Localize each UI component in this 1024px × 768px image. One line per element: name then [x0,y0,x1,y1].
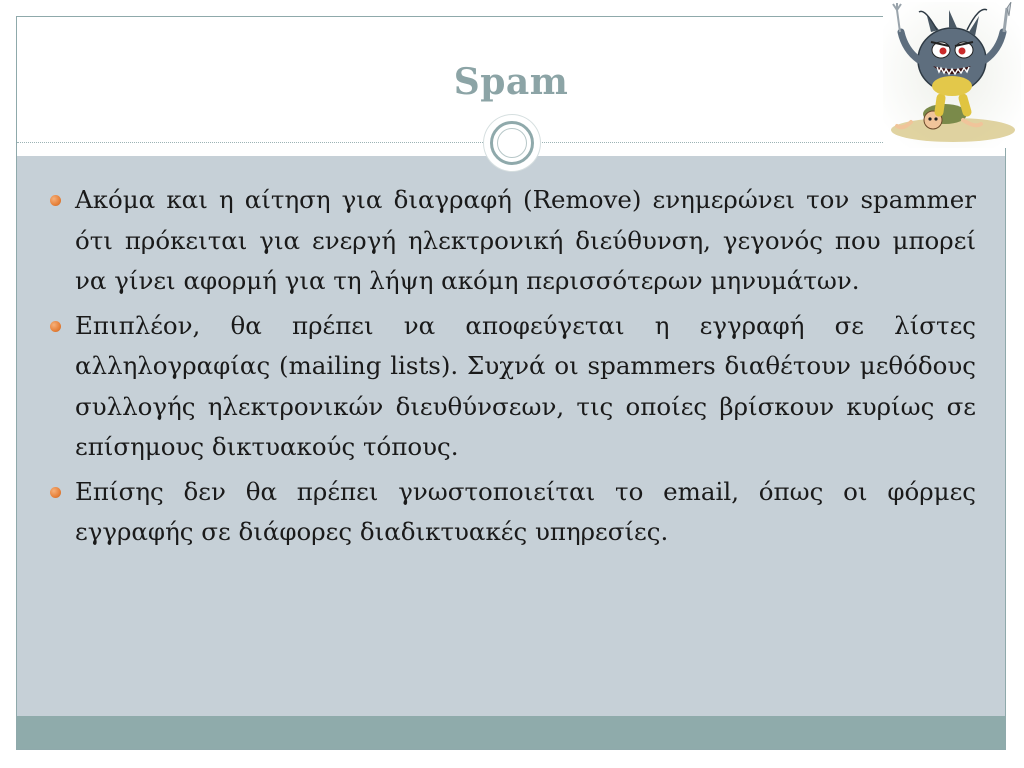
bullet-item [40,472,976,553]
bullet-list [40,180,976,557]
slide-title: Spam [453,61,569,103]
bullet-item [40,180,976,302]
spam-monster-icon [883,2,1021,148]
bullet-item [40,306,976,468]
bullet-text: Επίσης δεν θα πρέπει γνωστοποιείται το email, όπως οι φόρμες εγγραφής σε διάφορες διαδικτυακές υπηρεσίες. [75,476,976,546]
bottom-bar [17,716,1005,749]
bullet-text: Επιπλέον, θα πρέπει να αποφεύγεται η εγγραφή σε λίστες αλληλογραφίας (mailing lists). Συχνά οι spammers διαθέτουν μεθόδους συλλογής ηλεκτρονικών διευθύνσεων, τις οποίες βρίσκουν κυρίως σε επίσημους δικτυακούς τόπους. [75,310,976,461]
circle-ornament-icon [484,115,540,171]
bullet-dot-icon [50,195,61,206]
bullet-dot-icon [50,487,61,498]
bullet-dot-icon [50,321,61,332]
bullet-text: Ακόμα και η αίτηση για διαγραφή (Remove) ενημερώνει τον spammer ότι πρόκειται για ενεργή ηλεκτρονική διεύθυνση, γεγονός που μπορεί να γίνει αφορμή για τη λήψη ακόμη περισσότερων μηνυμάτων. [75,185,976,295]
